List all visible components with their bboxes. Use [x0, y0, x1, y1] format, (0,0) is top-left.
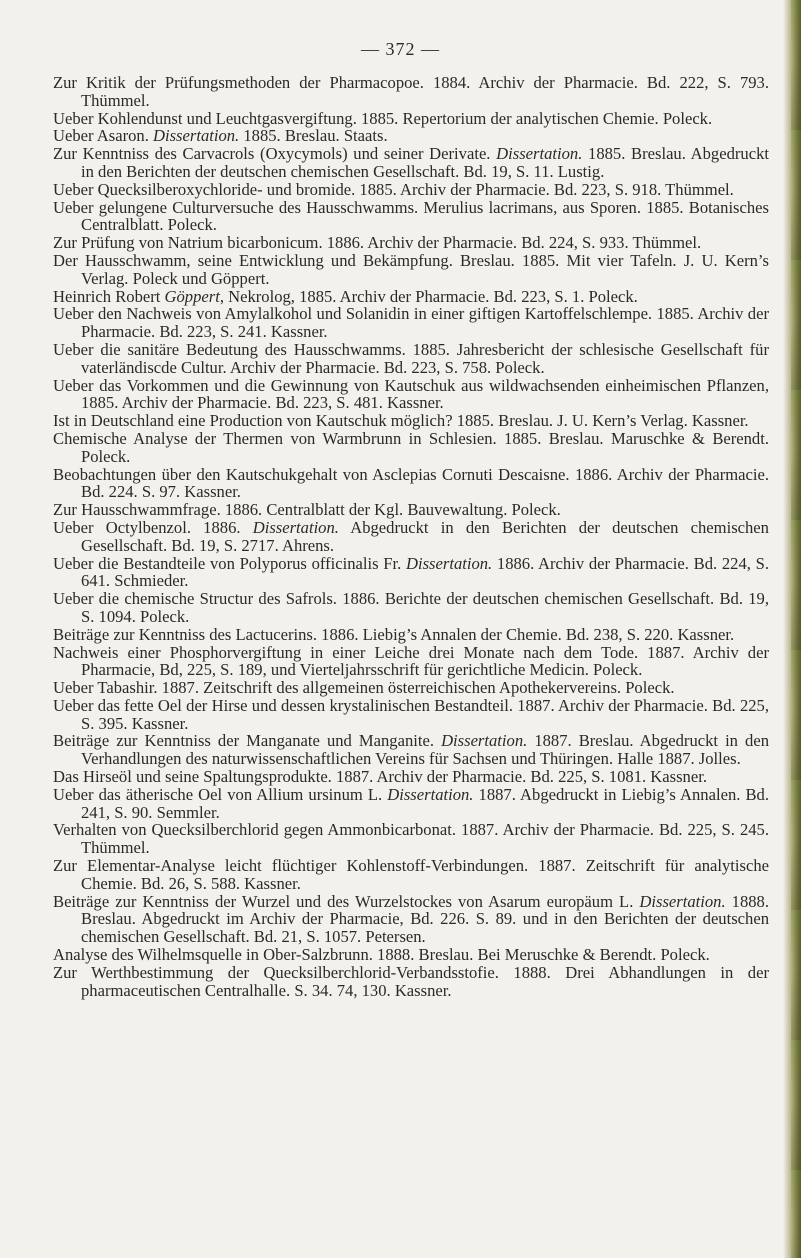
entry-italic-text: Dissertation.: [406, 553, 493, 573]
entry-text: Abgedruckt in den Berichten der deutschen chemischen Gesellschaft. Bd. 19, S. 2717. Ahrens.: [81, 517, 769, 555]
entry-italic-text: Dissertation.: [441, 731, 528, 751]
entry-text: Ueber Asaron.: [53, 126, 153, 146]
entry-text: Ueber gelungene Culturversuche des Hausschwamms. Merulius lacrimans, aus Sporen. 1885. Botanisches Centralblatt. Poleck.: [53, 197, 769, 235]
bibliography-entry: [53, 145, 769, 181]
bibliography-entry: [53, 199, 769, 235]
bibliography-entry: [53, 412, 769, 430]
bibliography-entry: [53, 181, 769, 199]
entry-text: 1885. Breslau. Staats.: [239, 126, 388, 146]
bibliography-entry: [53, 644, 769, 680]
entry-text: 1888. Breslau. Abgedruckt im Archiv der Pharmacie, Bd. 226. S. 89. und in den Berichten der deutschen chemischen Gesellschaft. Bd. 21, S. 1057. Petersen.: [81, 891, 770, 947]
bibliography-entry: [53, 679, 769, 697]
bibliography-entry: [53, 697, 769, 733]
bibliography-entry: [53, 252, 769, 288]
entry-text: Ueber Quecksilberoxychloride- und bromide. 1885. Archiv der Pharmacie. Bd. 223, S. 918. Thümmel.: [53, 179, 734, 199]
bibliography-entry: [53, 857, 769, 893]
entry-text: Ueber das fette Oel der Hirse und dessen krystalinischen Bestandteil. 1887. Archiv der Pharmacie. Bd. 225, S. 395. Kassner.: [53, 695, 769, 733]
bibliography-entry: [53, 732, 769, 768]
entry-text: Beiträge zur Kenntniss der Wurzel und des Wurzelstockes von Asarum europäum L.: [53, 891, 640, 911]
bibliography-entry: [53, 626, 769, 644]
bibliography-entry: [53, 110, 769, 128]
entry-italic-text: Dissertation.: [387, 784, 474, 804]
entry-text: Ueber die Bestandteile von Polyporus officinalis Fr.: [53, 553, 406, 573]
entry-text: 1885. Breslau. Abgedruckt in den Berichten der deutschen chemischen Gesellschaft. Bd. 19, S. 11. Lustig.: [81, 144, 769, 181]
bibliography-entry: [53, 341, 769, 377]
entry-text: Das Hirseöl und seine Spaltungsprodukte. 1887. Archiv der Pharmacie. Bd. 225, S. 1081. Kassner.: [53, 767, 707, 787]
entry-text: Ueber die sanitäre Bedeutung des Hausschwamms. 1885. Jahresbericht der schlesische Gesellschaft für vaterländiscde Cultur. Archiv der Pharmacie. Bd. 223, S. 758. Poleck.: [53, 339, 769, 377]
bibliography-entry: [53, 519, 769, 555]
entry-text: Ueber das ätherische Oel von Allium ursinum L.: [53, 784, 388, 804]
entry-text: Analyse des Wilhelmsquelle in Ober-Salzbrunn. 1888. Breslau. Bei Meruschke & Berendt. Poleck.: [53, 945, 710, 965]
entry-text: Der Hausschwamm, seine Entwicklung und Bekämpfung. Breslau. 1885. Mit vier Tafeln. J. U. Kern’s Verlag. Poleck und Göppert.: [53, 250, 769, 288]
entry-text: Zur Prüfung von Natrium bicarbonicum. 1886. Archiv der Pharmacie. Bd. 224, S. 933. Thümmel.: [53, 233, 702, 253]
entry-italic-text: Dissertation.: [252, 517, 339, 537]
bibliography-entry: [53, 74, 769, 110]
entry-text: Zur Kenntniss des Carvacrols (Oxycymols) und seiner Derivate.: [53, 144, 497, 164]
page-edge-discoloration: [791, 0, 801, 1258]
entry-text: Zur Werthbestimmung der Quecksilberchlorid-Verbandsstofie. 1888. Drei Abhandlungen in der pharmaceutischen Centralhalle. S. 34. 74, 130. Kassner.: [53, 962, 769, 1000]
entry-text: Ueber den Nachweis von Amylalkohol und Solanidin in einer giftigen Kartoffelschlempe. 1885. Archiv der Pharmacie. Bd. 223, S. 241. Kassner.: [53, 304, 769, 342]
entry-italic-text: Dissertation.: [153, 126, 240, 146]
entry-text: Zur Kritik der Prüfungsmethoden der Pharmacopoe. 1884. Archiv der Pharmacie. Bd. 222, S. 793. Thümmel.: [53, 73, 769, 110]
bibliography-entry: [53, 127, 769, 145]
entry-text: , Nekrolog, 1885. Archiv der Pharmacie. Bd. 223, S. 1. Poleck.: [219, 286, 638, 306]
bibliography-entry: [53, 590, 769, 626]
entry-text: Verhalten von Quecksilberchlorid gegen Ammonbicarbonat. 1887. Archiv der Pharmacie. Bd. 225, S. 245. Thümmel.: [53, 820, 769, 858]
bibliography-entry: [53, 768, 769, 786]
entry-text: 1886. Archiv der Pharmacie. Bd. 224, S. 641. Schmieder.: [81, 553, 769, 591]
bibliography-entry: [53, 377, 769, 413]
entry-text: Heinrich Robert: [53, 286, 165, 306]
bibliography-entry: [53, 305, 769, 341]
bibliography-entry: [53, 893, 769, 946]
entry-text: Beiträge zur Kenntniss der Manganate und Manganite.: [53, 731, 442, 751]
bibliography-entry: [53, 964, 769, 1000]
entry-text: 1887. Breslau. Abgedruckt in den Verhandlungen des naturwissenschaftlichen Vereins für Sachsen und Thüringen. Halle 1887. Jolles.: [81, 731, 769, 769]
entry-text: Ueber Kohlendunst und Leuchtgasvergiftung. 1885. Repertorium der analytischen Chemie. Poleck.: [53, 108, 713, 128]
entry-italic-text: Göppert: [164, 286, 220, 306]
bibliography-entry: [53, 555, 769, 591]
bibliography-list: [53, 74, 769, 999]
entry-text: Beobachtungen über den Kautschukgehalt von Asclepias Cornuti Descaisne. 1886. Archiv der Pharmacie. Bd. 224. S. 97. Kassner.: [53, 464, 769, 502]
entry-text: 1887. Abgedruckt in Liebig’s Annalen. Bd. 241, S. 90. Semmler.: [81, 784, 769, 822]
entry-text: Chemische Analyse der Thermen von Warmbrunn in Schlesien. 1885. Breslau. Maruschke & Berendt. Poleck.: [53, 428, 769, 466]
bibliography-entry: [53, 946, 769, 964]
entry-text: Ueber Tabashir. 1887. Zeitschrift des allgemeinen österreichischen Apothekervereins. Poleck.: [53, 678, 675, 698]
entry-italic-text: Dissertation.: [496, 144, 583, 164]
entry-text: Beiträge zur Kenntniss des Lactucerins. 1886. Liebig’s Annalen der Chemie. Bd. 238, S. 220. Kassner.: [53, 624, 735, 644]
entry-text: Ueber Octylbenzol. 1886.: [53, 517, 253, 537]
entry-text: Zur Elementar-Analyse leicht flüchtiger Kohlenstoff-Verbindungen. 1887. Zeitschrift für analytische Chemie. Bd. 26, S. 588. Kassner.: [53, 856, 769, 893]
entry-text: Ueber das Vorkommen und die Gewinnung von Kautschuk aus wildwachsenden einheimischen Pflanzen, 1885. Archiv der Pharmacie. Bd. 223, S. 481. Kassner.: [53, 375, 769, 413]
bibliography-entry: [53, 821, 769, 857]
entry-text: Nachweis einer Phosphorvergiftung in einer Leiche drei Monate nach dem Tode. 1887. Archiv der Pharmacie, Bd, 225, S. 189, und Vierteljahrsschrift für gerichtliche Medicin. Poleck.: [53, 642, 769, 680]
bibliography-entry: [53, 430, 769, 466]
page-number: — 372 —: [361, 39, 440, 59]
entry-text: Ueber die chemische Structur des Safrols. 1886. Berichte der deutschen chemischen Gesellschaft. Bd. 19, S. 1094. Poleck.: [53, 589, 769, 626]
bibliography-entry: [53, 786, 769, 822]
bibliography-entry: [53, 234, 769, 252]
bibliography-entry: [53, 466, 769, 502]
bibliography-entry: [53, 501, 769, 519]
entry-text: Ist in Deutschland eine Production von Kautschuk möglich? 1885. Breslau. J. U. Kern’s Verlag. Kassner.: [53, 411, 749, 431]
entry-italic-text: Dissertation.: [639, 891, 726, 911]
bibliography-entry: [53, 288, 769, 306]
entry-text: Zur Hausschwammfrage. 1886. Centralblatt der Kgl. Bauvewaltung. Poleck.: [53, 500, 561, 520]
